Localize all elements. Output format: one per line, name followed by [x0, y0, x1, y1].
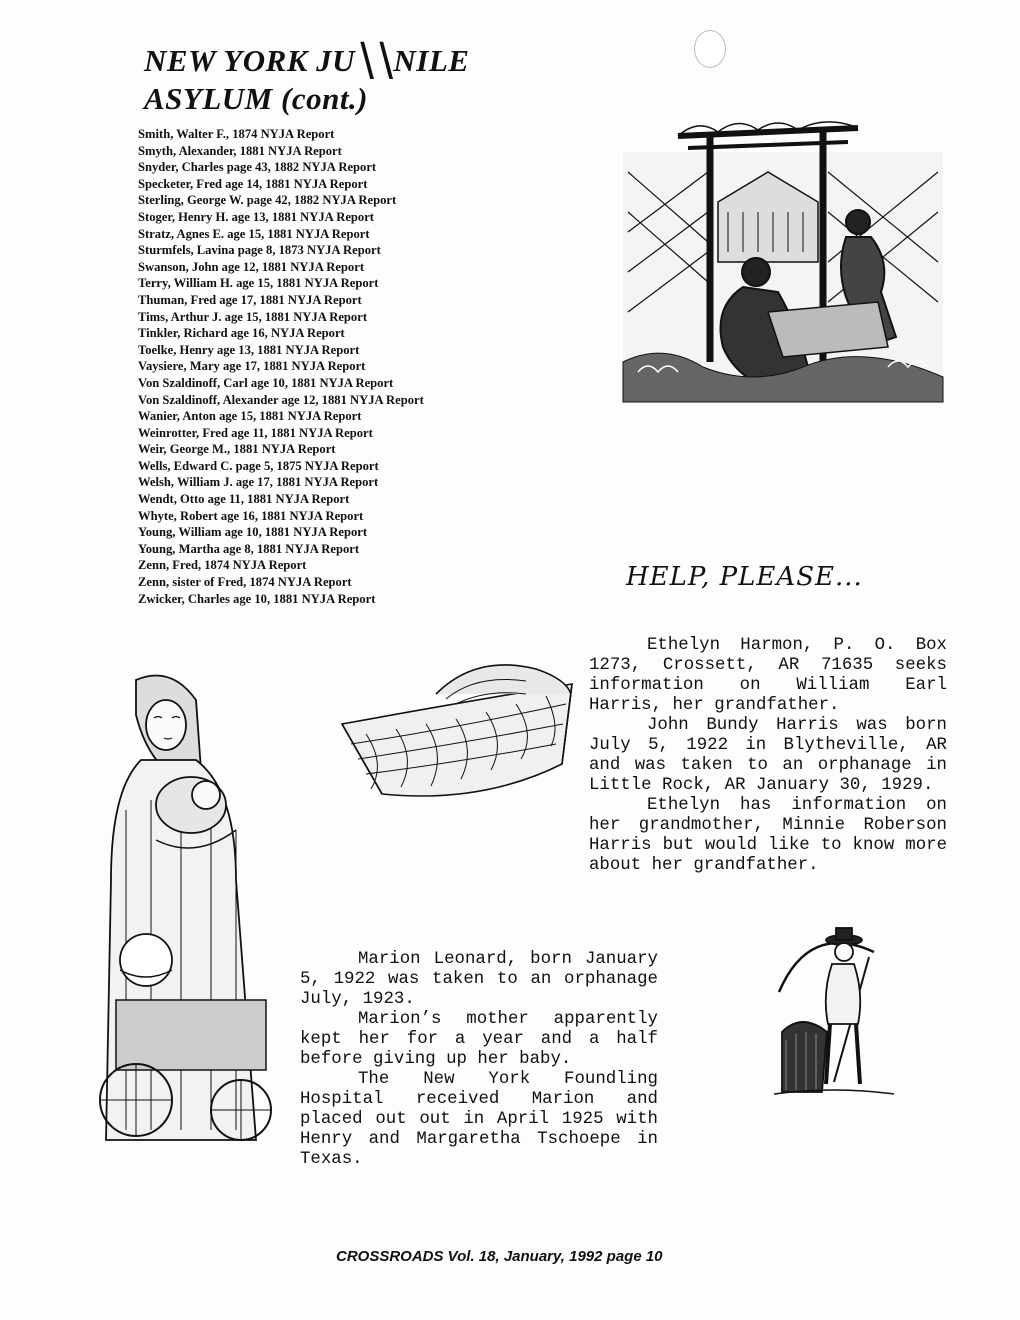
marion-paragraph: Marion’s mother apparently kept her for a year and a half before giving up her baby. [300, 1010, 658, 1069]
section-heading [144, 42, 469, 118]
index-entry: Von Szaldinoff, Alexander age 12, 1881 NYJA Report [138, 392, 424, 407]
index-entry: Weinrotter, Fred age 11, 1881 NYJA Report [138, 425, 373, 440]
hole-punch-mark [694, 30, 726, 68]
index-entry: Snyder, Charles page 43, 1882 NYJA Report [138, 160, 377, 175]
index-entry: Weir, George M., 1881 NYJA Report [138, 442, 336, 457]
index-entry: Welsh, William J. age 17, 1881 NYJA Report [138, 475, 379, 490]
farmer-with-scythe-illustration [774, 922, 894, 1102]
index-entry: Smith, Walter F., 1874 NYJA Report [138, 127, 335, 141]
index-entry: Wendt, Otto age 11, 1881 NYJA Report [138, 492, 350, 507]
index-entry: Zenn, Fred, 1874 NYJA Report [138, 558, 307, 573]
index-entry: Specketer, Fred age 14, 1881 NYJA Report [138, 176, 368, 191]
index-entry: Zenn, sister of Fred, 1874 NYJA Report [138, 575, 352, 590]
index-entry: Thuman, Fred age 17, 1881 NYJA Report [138, 292, 362, 307]
marion-paragraph: The New York Foundling Hospital received Marion and placed out out in April 1925 with Henry and Margaretha Tschoepe in Texas. [300, 1070, 658, 1169]
heading-line-2: ASYLUM (cont.) [144, 81, 368, 116]
index-entry: Wells, Edward C. page 5, 1875 NYJA Report [138, 458, 379, 473]
index-entry: Wanier, Anton age 15, 1881 NYJA Report [138, 409, 362, 424]
garden-arbor-illustration [618, 112, 948, 412]
wicker-basket-illustration [336, 664, 581, 804]
mother-with-baby-illustration [96, 670, 276, 1160]
index-entry: Terry, William H. age 15, 1881 NYJA Report [138, 276, 379, 291]
help-paragraph: Ethelyn has information on her grandmother, Minnie Roberson Harris but would like to know more about her grandfather. [589, 796, 947, 875]
index-entry: Sterling, George W. page 42, 1882 NYJA Report [138, 193, 397, 208]
help-please-title: HELP, PLEASE... [626, 562, 863, 592]
index-entry: Zwicker, Charles age 10, 1881 NYJA Report [138, 591, 376, 606]
marion-paragraph: Marion Leonard, born January 5, 1922 was taken to an orphanage July, 1923. [300, 950, 658, 1009]
page-footer: CROSSROADS Vol. 18, January, 1992 page 10 [336, 1248, 663, 1265]
index-entry: Tims, Arthur J. age 15, 1881 NYJA Report [138, 309, 368, 324]
asylum-name-index [138, 126, 424, 607]
index-entry: Stratz, Agnes E. age 15, 1881 NYJA Report [138, 226, 370, 241]
marion-leonard-article [300, 950, 658, 1170]
help-request-article [589, 636, 947, 876]
index-entry: Whyte, Robert age 16, 1881 NYJA Report [138, 508, 364, 523]
help-paragraph: John Bundy Harris was born July 5, 1922 in Blytheville, AR and was taken to an orphanage in Little Rock, AR January 30, 1929. [589, 716, 947, 795]
help-paragraph: Ethelyn Harmon, P. O. Box 1273, Crossett, AR 71635 seeks information on William Earl Harris, her grandfather. [589, 636, 947, 715]
index-entry: Swanson, John age 12, 1881 NYJA Report [138, 259, 365, 274]
index-entry: Tinkler, Richard age 16, NYJA Report [138, 326, 345, 341]
index-entry: Vaysiere, Mary age 17, 1881 NYJA Report [138, 359, 366, 374]
index-entry: Toelke, Henry age 13, 1881 NYJA Report [138, 342, 360, 357]
index-entry: Young, William age 10, 1881 NYJA Report [138, 525, 368, 540]
index-entry: Stoger, Henry H. age 13, 1881 NYJA Report [138, 209, 374, 224]
index-entry: Sturmfels, Lavina page 8, 1873 NYJA Report [138, 243, 381, 258]
index-entry: Smyth, Alexander, 1881 NYJA Report [138, 143, 342, 158]
index-entry: Von Szaldinoff, Carl age 10, 1881 NYJA Report [138, 375, 394, 390]
heading-line-1: NEW YORK JU╲╲NILE [144, 43, 470, 78]
index-entry: Young, Martha age 8, 1881 NYJA Report [138, 541, 360, 556]
